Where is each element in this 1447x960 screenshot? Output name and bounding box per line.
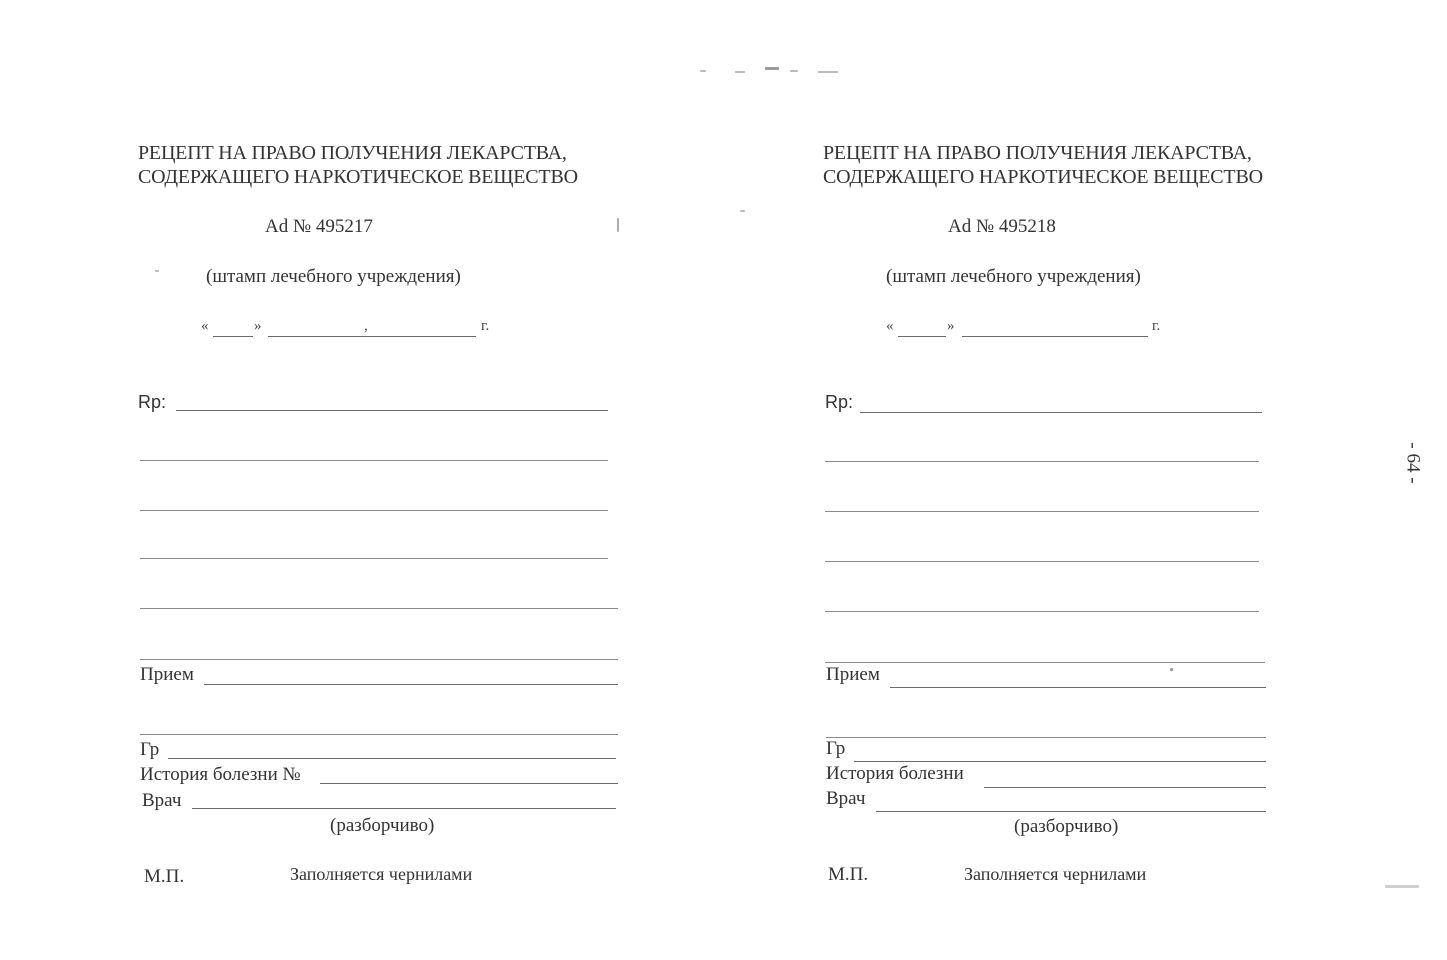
- seal-label: М.П.: [144, 866, 185, 887]
- priem-field-line-2[interactable]: [826, 737, 1266, 738]
- rp-field-line-6[interactable]: [825, 662, 1265, 663]
- rp-field-line-5[interactable]: [825, 611, 1259, 612]
- priem-label: Прием: [826, 664, 880, 685]
- date-close-quote: »: [254, 318, 262, 334]
- doctor-label: Врач: [826, 788, 866, 809]
- date-comma: ,: [364, 318, 368, 334]
- scan-speck: [790, 70, 798, 72]
- scan-speck: [1170, 668, 1173, 671]
- scan-speck: [617, 218, 619, 232]
- rp-field-line-1[interactable]: [860, 412, 1262, 413]
- priem-label: Прием: [140, 664, 194, 685]
- scan-speck: [735, 71, 745, 73]
- form-title-line2: СОДЕРЖАЩЕГО НАРКОТИЧЕСКОЕ ВЕЩЕСТВО: [138, 166, 578, 188]
- doctor-label: Врач: [142, 790, 182, 811]
- date-month-year-field[interactable]: [962, 336, 1148, 337]
- rp-label: Rp:: [138, 392, 167, 412]
- scan-speck: [765, 67, 779, 70]
- scan-speck: [740, 210, 745, 212]
- history-label: История болезни: [826, 763, 964, 784]
- date-open-quote: «: [886, 318, 894, 334]
- date-year-suffix: г.: [1152, 318, 1161, 334]
- gr-label: Гр: [140, 739, 160, 760]
- stamp-caption: (штамп лечебного учреждения): [886, 266, 1141, 287]
- doctor-field[interactable]: [876, 811, 1266, 812]
- rp-field-line-3[interactable]: [825, 511, 1259, 512]
- page-number: - 64 -: [1402, 442, 1424, 484]
- rp-field-line-2[interactable]: [825, 461, 1259, 462]
- legibly-caption: (разборчиво): [330, 815, 435, 836]
- form-title-line2: СОДЕРЖАЩЕГО НАРКОТИЧЕСКОЕ ВЕЩЕСТВО: [823, 166, 1263, 188]
- gr-field[interactable]: [854, 761, 1266, 762]
- date-year-suffix: г.: [481, 318, 490, 334]
- form-number: Ad № 495217: [265, 216, 373, 237]
- history-label: История болезни №: [140, 764, 301, 785]
- ink-note: Заполняется чернилами: [290, 864, 473, 884]
- scan-speck: [700, 70, 706, 72]
- scan-speck: [155, 270, 159, 272]
- date-close-quote: »: [947, 318, 955, 334]
- form-number: Ad № 495218: [948, 216, 1056, 237]
- legibly-caption: (разборчиво): [1014, 816, 1119, 837]
- stamp-caption: (штамп лечебного учреждения): [206, 266, 461, 287]
- date-day-field[interactable]: [898, 336, 946, 337]
- priem-field-line-1[interactable]: [890, 687, 1266, 688]
- seal-label: М.П.: [828, 864, 869, 885]
- form-title-line1: РЕЦЕПТ НА ПРАВО ПОЛУЧЕНИЯ ЛЕКАРСТВА,: [138, 142, 567, 164]
- form-title-line1: РЕЦЕПТ НА ПРАВО ПОЛУЧЕНИЯ ЛЕКАРСТВА,: [823, 142, 1252, 164]
- date-open-quote: «: [201, 318, 209, 334]
- gr-label: Гр: [826, 738, 846, 759]
- rp-label: Rp:: [825, 392, 854, 412]
- scan-speck: [818, 71, 838, 73]
- history-field[interactable]: [984, 787, 1266, 788]
- scan-speck: [1385, 885, 1419, 888]
- rp-field-line-4[interactable]: [825, 561, 1259, 562]
- ink-note: Заполняется чернилами: [964, 864, 1147, 884]
